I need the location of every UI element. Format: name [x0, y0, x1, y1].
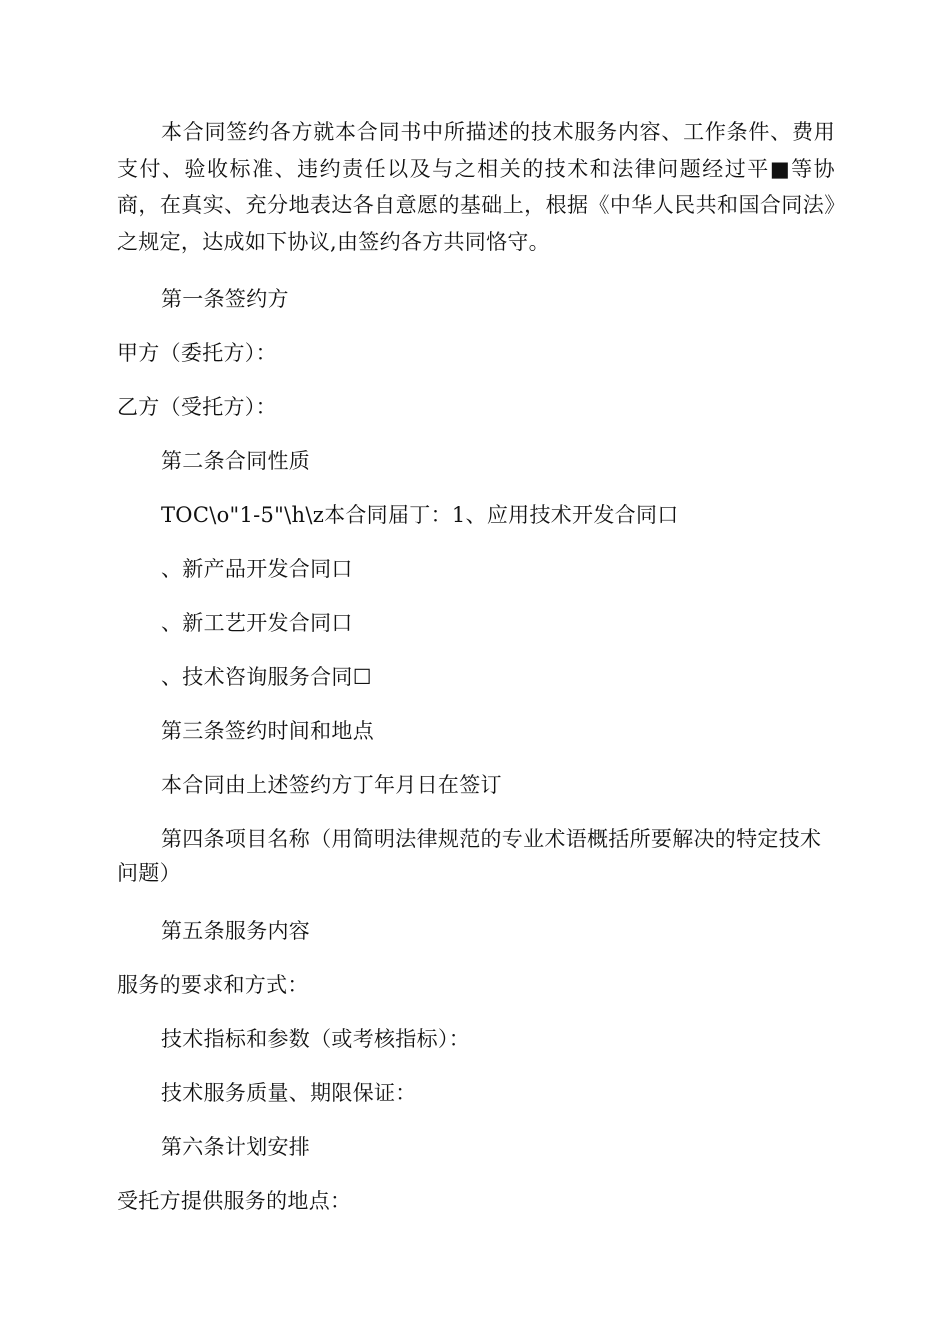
intro-paragraph: 本合同签约各方就本合同书中所描述的技术服务内容、工作条件、费用支付、验收标准、违约责任以及与之相关的技术和法律问题经过平■等协商，在真实、充分地表达各自意愿的基础上，根据《中华人民共和国合同法》之规定，达成如下协议,由签约各方共同恪守。: [117, 120, 835, 254]
article-1-heading: 第一条签约方: [161, 287, 289, 311]
contract-type-option-3: 、新工艺开发合同口: [161, 611, 353, 635]
service-requirements-label: 服务的要求和方式：: [117, 973, 309, 997]
article-2-heading: 第二条合同性质: [161, 449, 311, 473]
party-b-label: 乙方（受托方）：: [117, 395, 277, 419]
article-3-body: 本合同由上述签约方丁年月日在签订: [161, 773, 502, 797]
party-a-label: 甲方（委托方）：: [117, 341, 277, 365]
article-3-heading: 第三条签约时间和地点: [161, 719, 374, 743]
contract-type-option-2: 、新产品开发合同口: [161, 557, 353, 581]
technical-indicators-label: 技术指标和参数（或考核指标）：: [161, 1027, 470, 1051]
article-5-heading: 第五条服务内容: [161, 919, 311, 943]
contract-type-option-1: TOC\o"1-5"\h\z本合同届丁：1、应用技术开发合同口: [161, 503, 679, 527]
article-6-heading: 第六条计划安排: [161, 1135, 311, 1159]
contract-type-option-4: 、技术咨询服务合同☐: [161, 665, 372, 689]
article-4-heading: 第四条项目名称（用简明法律规范的专业术语概括所要解决的特定技术问题）: [117, 827, 822, 885]
service-quality-label: 技术服务质量、期限保证：: [161, 1081, 417, 1105]
service-location-label: 受托方提供服务的地点：: [117, 1189, 352, 1213]
